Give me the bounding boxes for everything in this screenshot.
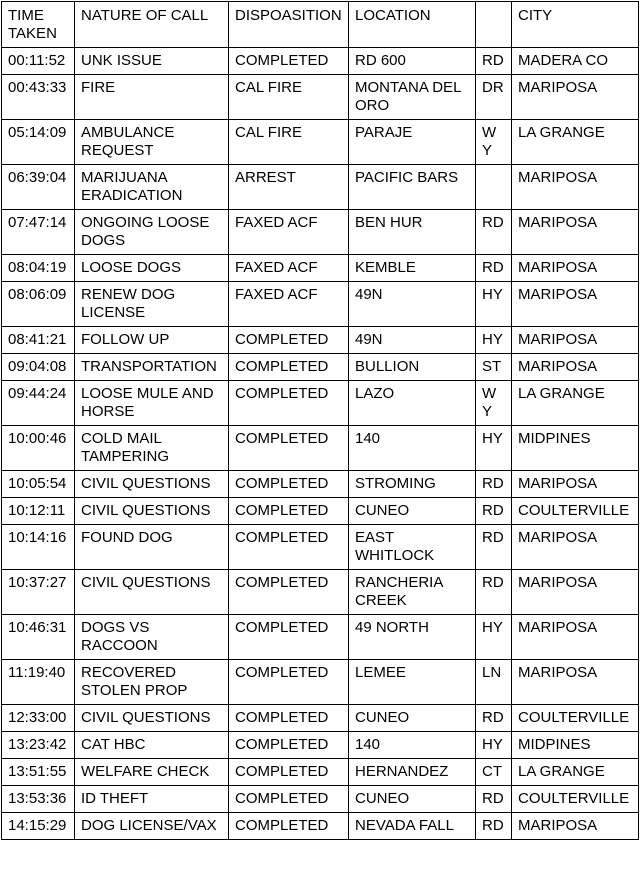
cell-location: CUNEO: [349, 786, 476, 813]
cell-location: RANCHERIA CREEK: [349, 570, 476, 615]
cell-disposition: CAL FIRE: [229, 120, 349, 165]
table-row: [2, 381, 639, 426]
cell-time-taken: 09:44:24: [2, 381, 75, 426]
cell-city: MARIPOSA: [512, 327, 639, 354]
cell-street-suffix: RD: [476, 786, 512, 813]
table-row: [2, 255, 639, 282]
cell-street-suffix: RD: [476, 210, 512, 255]
cell-location: 49N: [349, 327, 476, 354]
cell-nature-of-call: FOUND DOG: [75, 525, 229, 570]
header-row: [2, 2, 639, 48]
cell-time-taken: 11:19:40: [2, 660, 75, 705]
cell-city: COULTERVILLE: [512, 786, 639, 813]
table-row: [2, 498, 639, 525]
cell-location: CUNEO: [349, 705, 476, 732]
cell-time-taken: 09:04:08: [2, 354, 75, 381]
table-row: [2, 615, 639, 660]
cell-nature-of-call: AMBULANCE REQUEST: [75, 120, 229, 165]
header-disposition: DISPOASITION: [229, 2, 349, 48]
cell-disposition: COMPLETED: [229, 705, 349, 732]
cell-location: LAZO: [349, 381, 476, 426]
table-row: [2, 759, 639, 786]
cell-location: STROMING: [349, 471, 476, 498]
header-time-taken: TIME TAKEN: [2, 2, 75, 48]
cell-time-taken: 10:14:16: [2, 525, 75, 570]
cell-time-taken: 07:47:14: [2, 210, 75, 255]
cell-disposition: COMPLETED: [229, 498, 349, 525]
cell-time-taken: 13:53:36: [2, 786, 75, 813]
table-header: [2, 2, 639, 48]
cell-city: MIDPINES: [512, 426, 639, 471]
cell-nature-of-call: LOOSE MULE AND HORSE: [75, 381, 229, 426]
cell-nature-of-call: FOLLOW UP: [75, 327, 229, 354]
cell-nature-of-call: WELFARE CHECK: [75, 759, 229, 786]
cell-time-taken: 10:46:31: [2, 615, 75, 660]
table-row: [2, 75, 639, 120]
cell-disposition: COMPLETED: [229, 786, 349, 813]
cell-nature-of-call: CIVIL QUESTIONS: [75, 498, 229, 525]
cell-disposition: COMPLETED: [229, 615, 349, 660]
cell-street-suffix: HY: [476, 426, 512, 471]
cell-time-taken: 06:39:04: [2, 165, 75, 210]
cell-disposition: COMPLETED: [229, 660, 349, 705]
cell-disposition: COMPLETED: [229, 732, 349, 759]
table-row: [2, 660, 639, 705]
cell-location: 49 NORTH: [349, 615, 476, 660]
table-row: [2, 426, 639, 471]
cell-nature-of-call: ID THEFT: [75, 786, 229, 813]
cell-time-taken: 14:15:29: [2, 813, 75, 840]
cell-time-taken: 08:06:09: [2, 282, 75, 327]
table-row: [2, 813, 639, 840]
cell-street-suffix: RD: [476, 705, 512, 732]
cell-disposition: CAL FIRE: [229, 75, 349, 120]
table-row: [2, 732, 639, 759]
cell-disposition: COMPLETED: [229, 759, 349, 786]
cell-time-taken: 12:33:00: [2, 705, 75, 732]
cell-street-suffix: HY: [476, 327, 512, 354]
cell-location: 140: [349, 732, 476, 759]
cell-city: COULTERVILLE: [512, 705, 639, 732]
cell-nature-of-call: UNK ISSUE: [75, 48, 229, 75]
cell-city: LA GRANGE: [512, 381, 639, 426]
cell-city: MARIPOSA: [512, 165, 639, 210]
cell-nature-of-call: RENEW DOG LICENSE: [75, 282, 229, 327]
cell-city: LA GRANGE: [512, 120, 639, 165]
cell-street-suffix: ST: [476, 354, 512, 381]
cell-street-suffix: CT: [476, 759, 512, 786]
cell-city: COULTERVILLE: [512, 498, 639, 525]
cell-city: MADERA CO: [512, 48, 639, 75]
cell-time-taken: 08:41:21: [2, 327, 75, 354]
cell-time-taken: 08:04:19: [2, 255, 75, 282]
table-row: [2, 120, 639, 165]
cell-nature-of-call: CAT HBC: [75, 732, 229, 759]
cell-location: BEN HUR: [349, 210, 476, 255]
cell-street-suffix: DR: [476, 75, 512, 120]
cell-location: RD 600: [349, 48, 476, 75]
header-location: LOCATION: [349, 2, 476, 48]
cell-street-suffix: RD: [476, 255, 512, 282]
cell-city: MARIPOSA: [512, 570, 639, 615]
cell-street-suffix: RD: [476, 525, 512, 570]
cell-nature-of-call: FIRE: [75, 75, 229, 120]
cell-disposition: ARREST: [229, 165, 349, 210]
cell-location: BULLION: [349, 354, 476, 381]
cell-disposition: COMPLETED: [229, 354, 349, 381]
cell-disposition: FAXED ACF: [229, 210, 349, 255]
table-row: [2, 48, 639, 75]
cell-street-suffix: WY: [476, 381, 512, 426]
cell-street-suffix: RD: [476, 498, 512, 525]
cell-location: 49N: [349, 282, 476, 327]
table-row: [2, 705, 639, 732]
cell-city: LA GRANGE: [512, 759, 639, 786]
cell-city: MARIPOSA: [512, 525, 639, 570]
cell-nature-of-call: RECOVERED STOLEN PROP: [75, 660, 229, 705]
cell-city: MARIPOSA: [512, 210, 639, 255]
cell-nature-of-call: CIVIL QUESTIONS: [75, 570, 229, 615]
cell-nature-of-call: LOOSE DOGS: [75, 255, 229, 282]
cell-city: MARIPOSA: [512, 813, 639, 840]
cell-time-taken: 13:51:55: [2, 759, 75, 786]
table-row: [2, 786, 639, 813]
call-log-table: [1, 1, 639, 840]
header-city: CITY: [512, 2, 639, 48]
cell-disposition: COMPLETED: [229, 471, 349, 498]
cell-street-suffix: RD: [476, 570, 512, 615]
cell-location: CUNEO: [349, 498, 476, 525]
cell-city: MARIPOSA: [512, 660, 639, 705]
cell-disposition: COMPLETED: [229, 327, 349, 354]
cell-city: MARIPOSA: [512, 75, 639, 120]
cell-nature-of-call: DOGS VS RACCOON: [75, 615, 229, 660]
cell-disposition: COMPLETED: [229, 570, 349, 615]
cell-street-suffix: WY: [476, 120, 512, 165]
cell-disposition: FAXED ACF: [229, 282, 349, 327]
cell-street-suffix: [476, 165, 512, 210]
cell-street-suffix: RD: [476, 471, 512, 498]
cell-city: MARIPOSA: [512, 615, 639, 660]
cell-street-suffix: HY: [476, 732, 512, 759]
cell-city: MARIPOSA: [512, 471, 639, 498]
cell-city: MARIPOSA: [512, 354, 639, 381]
table-row: [2, 210, 639, 255]
table-row: [2, 354, 639, 381]
cell-time-taken: 10:00:46: [2, 426, 75, 471]
cell-city: MARIPOSA: [512, 282, 639, 327]
cell-time-taken: 10:12:11: [2, 498, 75, 525]
cell-location: EAST WHITLOCK: [349, 525, 476, 570]
table-row: [2, 165, 639, 210]
cell-nature-of-call: TRANSPORTATION: [75, 354, 229, 381]
cell-disposition: COMPLETED: [229, 813, 349, 840]
cell-location: PARAJE: [349, 120, 476, 165]
cell-time-taken: 10:05:54: [2, 471, 75, 498]
cell-street-suffix: RD: [476, 813, 512, 840]
table-body: [2, 48, 639, 840]
cell-nature-of-call: MARIJUANA ERADICATION: [75, 165, 229, 210]
header-street-suffix: [476, 2, 512, 48]
table-row: [2, 525, 639, 570]
cell-street-suffix: HY: [476, 615, 512, 660]
cell-time-taken: 00:11:52: [2, 48, 75, 75]
cell-nature-of-call: CIVIL QUESTIONS: [75, 471, 229, 498]
cell-location: MONTANA DEL ORO: [349, 75, 476, 120]
cell-disposition: COMPLETED: [229, 426, 349, 471]
cell-city: MARIPOSA: [512, 255, 639, 282]
cell-disposition: COMPLETED: [229, 525, 349, 570]
cell-time-taken: 10:37:27: [2, 570, 75, 615]
cell-disposition: COMPLETED: [229, 381, 349, 426]
cell-nature-of-call: ONGOING LOOSE DOGS: [75, 210, 229, 255]
cell-disposition: COMPLETED: [229, 48, 349, 75]
cell-location: HERNANDEZ: [349, 759, 476, 786]
cell-location: 140: [349, 426, 476, 471]
table-row: [2, 471, 639, 498]
cell-location: NEVADA FALL: [349, 813, 476, 840]
cell-street-suffix: HY: [476, 282, 512, 327]
cell-nature-of-call: DOG LICENSE/VAX: [75, 813, 229, 840]
cell-time-taken: 00:43:33: [2, 75, 75, 120]
cell-nature-of-call: COLD MAIL TAMPERING: [75, 426, 229, 471]
table-row: [2, 282, 639, 327]
cell-location: KEMBLE: [349, 255, 476, 282]
table-row: [2, 327, 639, 354]
cell-location: PACIFIC BARS: [349, 165, 476, 210]
cell-street-suffix: RD: [476, 48, 512, 75]
cell-location: LEMEE: [349, 660, 476, 705]
cell-disposition: FAXED ACF: [229, 255, 349, 282]
cell-nature-of-call: CIVIL QUESTIONS: [75, 705, 229, 732]
cell-time-taken: 13:23:42: [2, 732, 75, 759]
cell-time-taken: 05:14:09: [2, 120, 75, 165]
cell-city: MIDPINES: [512, 732, 639, 759]
header-nature-of-call: NATURE OF CALL: [75, 2, 229, 48]
table-row: [2, 570, 639, 615]
cell-street-suffix: LN: [476, 660, 512, 705]
